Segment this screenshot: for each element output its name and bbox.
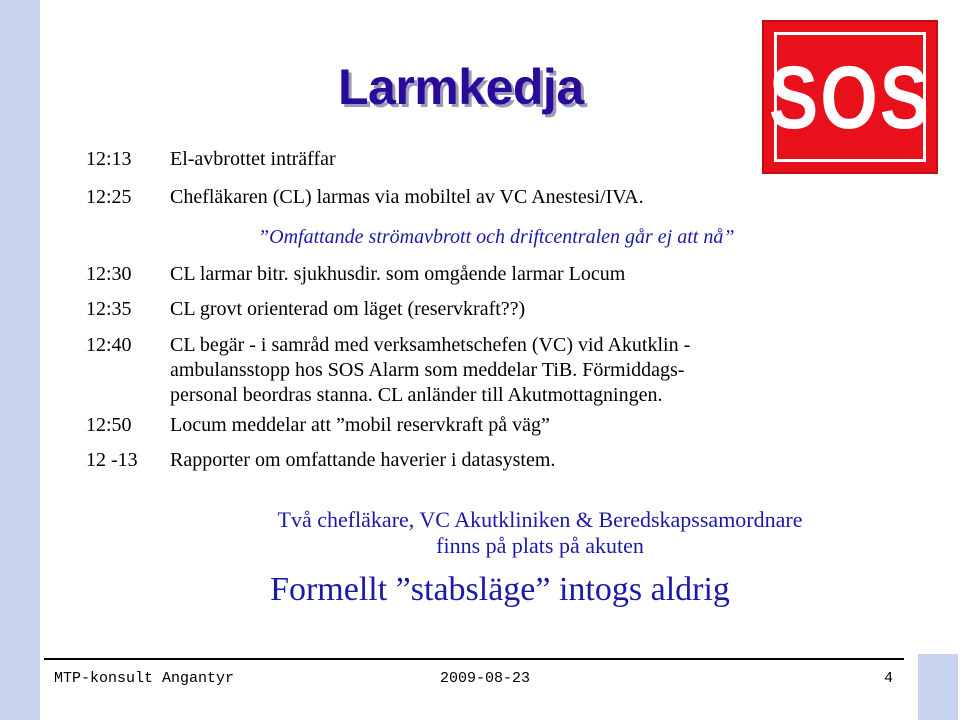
timeline-text-line: ambulansstopp hos SOS Alarm som meddelar TiB. Förmiddags- (170, 359, 685, 381)
timeline-text: Rapporter om omfattande haverier i datasystem. (170, 449, 556, 471)
sos-logo-frame (768, 32, 932, 162)
timeline-text: Chefläkaren (CL) larmas via mobiltel av VC Anestesi/IVA. (170, 186, 644, 208)
quoted-alarm-message: ”Omfattande strömavbrott och driftcentralen går ej att nå” (258, 226, 735, 248)
timeline-text: CL grovt orienterad om läget (reservkraft??) (170, 298, 526, 320)
sos-logo-text: SOS (768, 47, 932, 147)
timeline-text-line: personal beordras stanna. CL anländer till Akutmottagningen. (170, 384, 663, 406)
footer-page-number: 4 (884, 670, 894, 687)
conclusion-text: Formellt ”stabsläge” intogs aldrig (270, 571, 730, 608)
timeline-text: Locum meddelar att ”mobil reservkraft på väg” (170, 414, 550, 436)
timeline-time: 12:35 (86, 298, 132, 320)
timeline-text-line: CL begär - i samråd med verksamhetschefen (VC) vid Akutklin - (170, 334, 691, 356)
timeline-time: 12:50 (86, 414, 132, 436)
timeline-text: El-avbrottet inträffar (170, 148, 336, 170)
summary-line: finns på plats på akuten (436, 533, 644, 558)
timeline-time: 12 -13 (86, 449, 138, 471)
timeline-time: 12:40 (86, 334, 132, 356)
footer-date: 2009-08-23 (440, 670, 531, 687)
summary-line: Två chefläkare, VC Akutkliniken & Beredskapssamordnare (277, 507, 803, 532)
left-accent-bar (0, 0, 40, 720)
footer-author: MTP-konsult Angantyr (54, 670, 235, 687)
timeline-time: 12:13 (86, 148, 132, 170)
timeline-text: CL larmar bitr. sjukhusdir. som omgående larmar Locum (170, 263, 626, 285)
slide-footer (44, 658, 904, 700)
corner-accent-box (918, 654, 958, 720)
sos-logo (762, 20, 938, 174)
timeline-time: 12:25 (86, 186, 132, 208)
timeline-time: 12:30 (86, 263, 132, 285)
slide-title: Larmkedja (338, 59, 584, 115)
